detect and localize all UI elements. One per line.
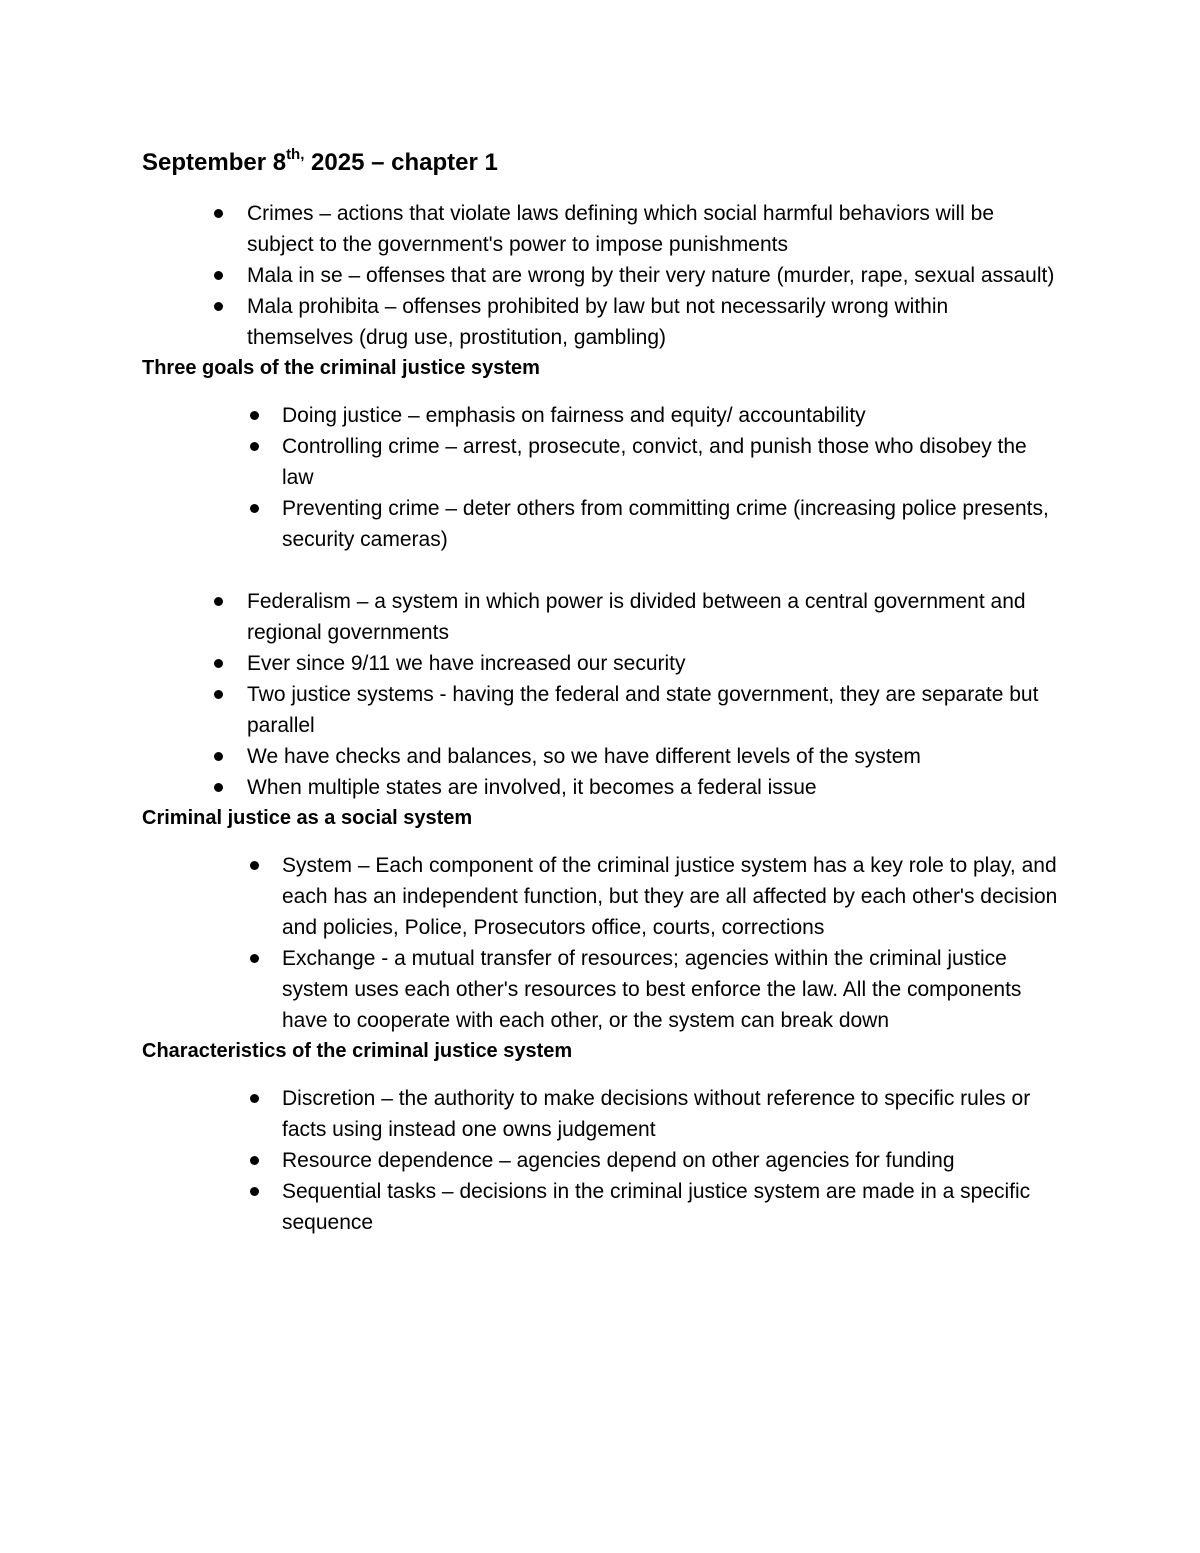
bullet-icon bbox=[250, 411, 259, 420]
section-heading-social-system: Criminal justice as a social system bbox=[142, 807, 473, 829]
bullet-icon bbox=[250, 861, 259, 870]
section-heading-goals: Three goals of the criminal justice system bbox=[142, 357, 540, 379]
list-item: Ever since 9/11 we have increased our security bbox=[142, 648, 1058, 679]
bullet-icon bbox=[214, 659, 223, 668]
title-superscript: th, bbox=[286, 146, 305, 163]
bullet-icon bbox=[250, 442, 259, 451]
bullet-icon bbox=[214, 271, 223, 280]
list-item: We have checks and balances, so we have different levels of the system bbox=[142, 741, 1058, 772]
page-title bbox=[142, 143, 1058, 183]
list-item: Doing justice – emphasis on fairness and equity/ accountability bbox=[142, 400, 1058, 431]
bullet-icon bbox=[250, 1187, 259, 1196]
list-item: When multiple states are involved, it becomes a federal issue bbox=[142, 772, 1058, 803]
list-item: Federalism – a system in which power is divided between a central government and regional governments bbox=[142, 586, 1058, 648]
bullet-icon bbox=[214, 783, 223, 792]
bullet-icon bbox=[214, 690, 223, 699]
title-date: September 8 bbox=[142, 149, 287, 176]
list-item: Mala prohibita – offenses prohibited by law but not necessarily wrong within themselves (drug use, prostitution, gambling) bbox=[142, 291, 1058, 353]
spacer bbox=[142, 555, 1058, 586]
bullet-icon bbox=[214, 752, 223, 761]
bullet-icon bbox=[214, 302, 223, 311]
list-item: Resource dependence – agencies depend on other agencies for funding bbox=[142, 1145, 1058, 1176]
bullet-icon bbox=[250, 954, 259, 963]
definitions-list bbox=[142, 198, 1058, 353]
bullet-icon bbox=[250, 1094, 259, 1103]
list-item: Mala in se – offenses that are wrong by their very nature (murder, rape, sexual assault) bbox=[142, 260, 1058, 291]
goals-list bbox=[142, 400, 1058, 555]
list-item: Crimes – actions that violate laws defining which social harmful behaviors will be subject to the government's power to impose punishments bbox=[142, 198, 1058, 260]
characteristics-list bbox=[142, 1083, 1058, 1238]
title-chapter: 2025 – chapter 1 bbox=[304, 149, 498, 176]
bullet-icon bbox=[214, 209, 223, 218]
social-system-list bbox=[142, 850, 1058, 1036]
list-item: System – Each component of the criminal justice system has a key role to play, and each has an independent function, but they are all affected by each other's decision and policies, Police, Prosecutors office, courts, corrections bbox=[142, 850, 1058, 943]
federalism-list bbox=[142, 586, 1058, 803]
list-item: Two justice systems - having the federal and state government, they are separate but parallel bbox=[142, 679, 1058, 741]
list-item: Sequential tasks – decisions in the criminal justice system are made in a specific sequence bbox=[142, 1176, 1058, 1238]
list-item: Controlling crime – arrest, prosecute, convict, and punish those who disobey the law bbox=[142, 431, 1058, 493]
list-item: Discretion – the authority to make decisions without reference to specific rules or facts using instead one owns judgement bbox=[142, 1083, 1058, 1145]
list-item: Exchange - a mutual transfer of resources; agencies within the criminal justice system uses each other's resources to best enforce the law. All the components have to cooperate with each other, or the system can break down bbox=[142, 943, 1058, 1036]
bullet-icon bbox=[214, 597, 223, 606]
bullet-icon bbox=[250, 1156, 259, 1165]
list-item: Preventing crime – deter others from committing crime (increasing police presents, security cameras) bbox=[142, 493, 1058, 555]
section-heading-characteristics: Characteristics of the criminal justice system bbox=[142, 1040, 573, 1062]
bullet-icon bbox=[250, 504, 259, 513]
